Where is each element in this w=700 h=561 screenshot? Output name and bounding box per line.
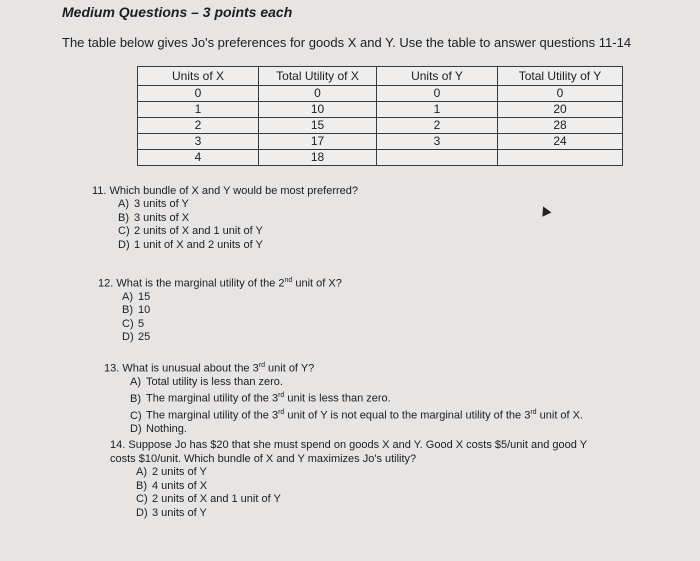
mouse-cursor-icon bbox=[539, 204, 552, 216]
option-c[interactable] bbox=[130, 406, 664, 423]
option-text: 5 bbox=[138, 317, 145, 330]
question-12-text bbox=[98, 274, 518, 291]
question-14-text bbox=[110, 438, 590, 466]
option-a[interactable] bbox=[118, 198, 512, 212]
option-d[interactable] bbox=[136, 507, 590, 521]
section-heading: Medium Questions – 3 points each bbox=[62, 4, 293, 20]
option-text-end: unit of X. bbox=[536, 409, 584, 422]
option-text: 2 units of X and 1 unit of Y bbox=[134, 225, 263, 237]
option-text: Nothing. bbox=[146, 423, 187, 436]
option-letter: B) bbox=[118, 211, 129, 224]
table-cell: 0 bbox=[138, 86, 259, 102]
option-letter: C) bbox=[118, 225, 130, 237]
question-13 bbox=[104, 359, 664, 437]
option-text: 2 units of X and 1 unit of Y bbox=[152, 493, 281, 505]
table-row bbox=[138, 102, 623, 118]
option-text: 15 bbox=[138, 290, 151, 303]
option-c[interactable] bbox=[118, 225, 512, 239]
table-cell: 3 bbox=[138, 134, 259, 150]
option-text-end: unit is less than zero. bbox=[284, 392, 391, 405]
table-cell: 28 bbox=[498, 118, 623, 134]
table-cell: 2 bbox=[138, 118, 259, 134]
option-letter: A) bbox=[118, 198, 129, 210]
question-prompt-end: unit of X? bbox=[292, 277, 342, 290]
question-11-text bbox=[92, 184, 512, 198]
table-cell: 15 bbox=[259, 118, 377, 134]
option-text: 3 units of Y bbox=[134, 198, 189, 210]
option-d[interactable] bbox=[130, 423, 664, 437]
question-13-text bbox=[104, 359, 664, 376]
question-prompt: What is unusual about the 3 bbox=[122, 362, 259, 375]
header-units-y: Units of Y bbox=[377, 67, 498, 86]
question-11 bbox=[92, 184, 512, 252]
option-b[interactable] bbox=[136, 480, 590, 494]
table-row bbox=[138, 134, 623, 150]
header-units-x: Units of X bbox=[138, 67, 259, 86]
table-cell: 1 bbox=[377, 102, 498, 118]
table-cell bbox=[498, 150, 623, 166]
option-text: 25 bbox=[138, 331, 151, 344]
table-cell: 2 bbox=[377, 118, 498, 134]
ordinal-suffix: rd bbox=[258, 362, 265, 369]
header-total-utility-y: Total Utility of Y bbox=[498, 67, 623, 86]
table-cell: 1 bbox=[138, 102, 259, 118]
table-cell: 0 bbox=[498, 86, 623, 102]
table-header-row bbox=[138, 67, 623, 86]
option-text: 3 units of X bbox=[134, 211, 190, 224]
option-text: Total utility is less than zero. bbox=[146, 375, 283, 388]
option-d[interactable] bbox=[118, 239, 512, 253]
option-letter: D) bbox=[130, 423, 142, 436]
option-a[interactable] bbox=[136, 466, 590, 480]
option-letter: B) bbox=[136, 479, 147, 492]
option-a[interactable] bbox=[130, 376, 664, 390]
table-cell: 24 bbox=[498, 134, 623, 150]
question-number: 12. bbox=[98, 277, 114, 290]
option-letter: D) bbox=[136, 506, 148, 519]
table-row bbox=[138, 86, 623, 102]
table-cell: 4 bbox=[138, 150, 259, 166]
question-number: 13. bbox=[104, 362, 120, 375]
question-12 bbox=[98, 274, 518, 345]
option-text: 2 units of Y bbox=[152, 466, 207, 478]
ordinal-suffix: rd bbox=[530, 409, 537, 417]
question-12-options bbox=[122, 291, 518, 345]
header-total-utility-x: Total Utility of X bbox=[259, 67, 377, 86]
table-cell: 10 bbox=[259, 102, 377, 118]
preferences-table bbox=[137, 66, 623, 166]
ordinal-suffix: rd bbox=[278, 409, 285, 417]
option-b[interactable] bbox=[130, 389, 664, 406]
question-prompt: Which bundle of X and Y would be most preferred? bbox=[109, 185, 359, 197]
option-text: 10 bbox=[138, 304, 151, 317]
question-prompt: Suppose Jo has $20 that she must spend on goods X and Y. Good X costs $5/unit and good Y costs $10/unit. Which bundle of X and Y maximizes Jo's utility? bbox=[110, 439, 587, 465]
option-d[interactable] bbox=[122, 331, 518, 345]
option-letter: B) bbox=[122, 304, 133, 317]
question-prompt-end: unit of Y? bbox=[264, 362, 315, 375]
option-letter: C) bbox=[136, 493, 148, 505]
option-letter: A) bbox=[122, 290, 133, 303]
question-14 bbox=[110, 438, 590, 520]
option-letter: D) bbox=[122, 331, 134, 344]
option-c[interactable] bbox=[136, 493, 590, 507]
ordinal-suffix: rd bbox=[278, 392, 285, 400]
option-b[interactable] bbox=[122, 304, 518, 318]
question-number: 11. bbox=[92, 185, 107, 197]
question-14-options bbox=[136, 466, 590, 520]
option-letter: B) bbox=[130, 392, 141, 405]
option-text: 3 units of Y bbox=[152, 506, 207, 519]
option-letter: C) bbox=[122, 317, 134, 330]
intro-text: The table below gives Jo's preferences for goods X and Y. Use the table to answer questions 11-14 bbox=[62, 35, 632, 50]
question-13-options bbox=[130, 376, 664, 437]
option-text: The marginal utility of the 3 bbox=[146, 409, 279, 422]
table-row bbox=[138, 150, 623, 166]
option-text: 1 unit of X and 2 units of Y bbox=[134, 238, 263, 251]
option-c[interactable] bbox=[122, 318, 518, 332]
option-letter: A) bbox=[130, 375, 141, 388]
option-b[interactable] bbox=[118, 212, 512, 226]
option-letter: C) bbox=[130, 409, 142, 422]
table-cell: 0 bbox=[377, 86, 498, 102]
option-text-mid: unit of Y is not equal to the marginal utility of the 3 bbox=[284, 409, 531, 422]
table-row bbox=[138, 118, 623, 134]
table-cell: 18 bbox=[259, 150, 377, 166]
option-text: 4 units of X bbox=[152, 479, 208, 492]
option-text: The marginal utility of the 3 bbox=[146, 392, 279, 405]
question-11-options bbox=[118, 198, 512, 252]
table-cell: 0 bbox=[259, 86, 377, 102]
table-cell: 20 bbox=[498, 102, 623, 118]
option-a[interactable] bbox=[122, 291, 518, 305]
question-number: 14. bbox=[110, 439, 126, 451]
table-cell: 3 bbox=[377, 134, 498, 150]
question-prompt: What is the marginal utility of the 2 bbox=[116, 277, 285, 290]
option-letter: D) bbox=[118, 238, 130, 251]
table-cell: 17 bbox=[259, 134, 377, 150]
option-letter: A) bbox=[136, 466, 147, 478]
ordinal-suffix: nd bbox=[284, 277, 293, 284]
table-cell bbox=[377, 150, 498, 166]
